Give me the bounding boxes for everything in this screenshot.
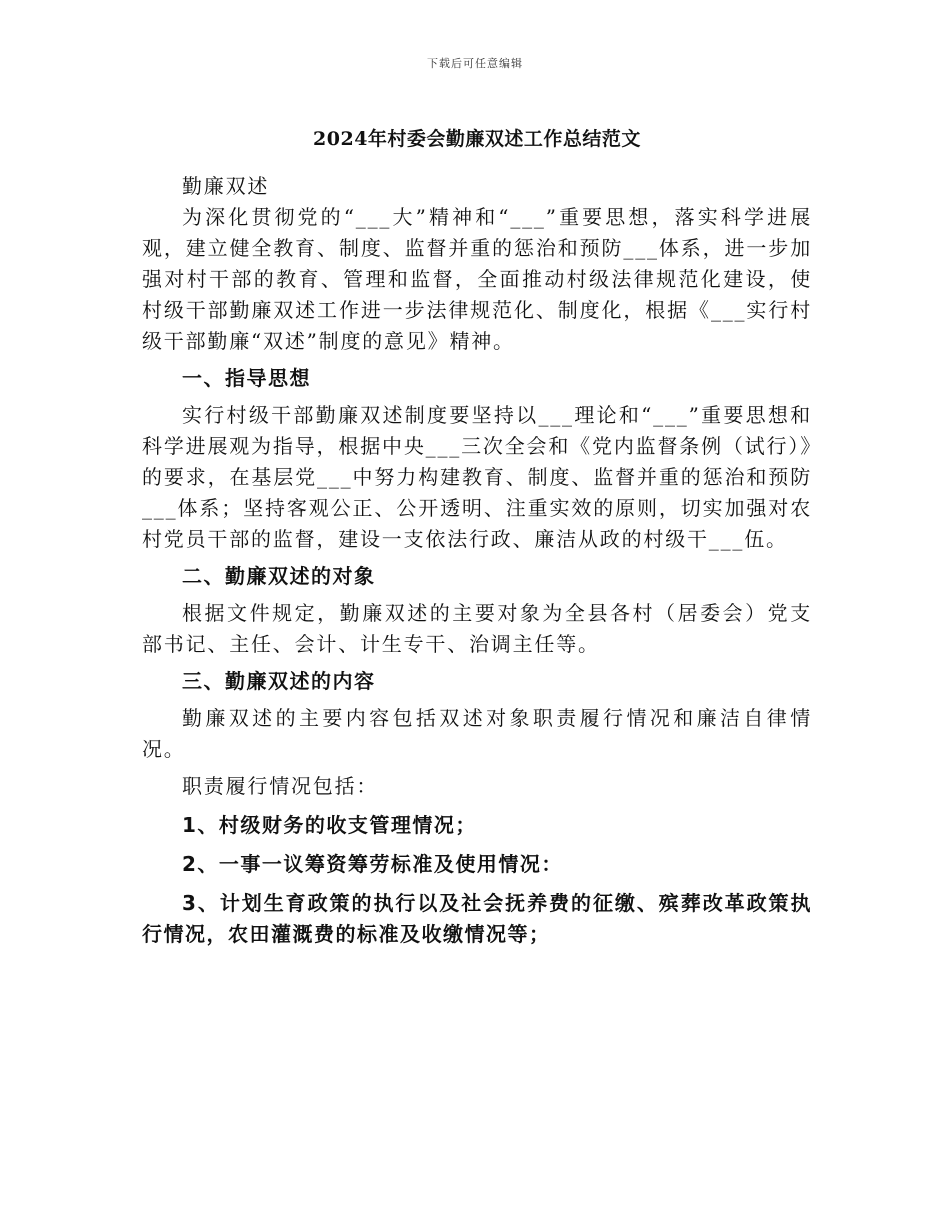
duties-intro: 职责履行情况包括： [182,774,379,798]
intro-paragraph: 为深化贯彻党的“___大”精神和“___”重要思想，落实科学进展观，建立健全教育、制度、监督并重的惩治和预防___体系，进一步加强对村干部的教育、管理和监督，全面推动村级法律规范化建设，使村级干部勤廉双述工作进一步法律规范化、制度化，根据《___实行村级干部勤廉“双述”制度的意见》精神。 [142,205,812,353]
section1-heading: 一、指导思想 [182,366,311,390]
intro-label: 勤廉双述 [182,174,270,198]
duty-item-2: 2、一事一议筹资筹劳标准及使用情况： [182,852,563,876]
section1-body: 实行村级干部勤廉双述制度要坚持以___理论和“___”重要思想和科学进展观为指导，根据中央___三次全会和《党内监督条例（试行）》的要求，在基层党___中努力构建教育、制度、监督并重的惩治和预防___体系；坚持客观公正、公开透明、注重实效的原则，切实加强对农村党员干部的监督，建设一支依法行政、廉洁从政的村级干___伍。 [142,403,812,551]
section2-heading: 二、勤廉双述的对象 [182,564,376,588]
section3-heading: 三、勤廉双述的内容 [182,669,376,693]
duty-item-3: 3、计划生育政策的执行以及社会抚养费的征缴、殡葬改革政策执行情况，农田灌溉费的标准及收缴情况等； [142,891,812,946]
duty-item-1: 1、村级财务的收支管理情况； [182,813,477,837]
header-note: 下载后可任意编辑 [427,57,523,70]
section3-body: 勤廉双述的主要内容包括双述对象职责履行情况和廉洁自律情况。 [142,706,812,761]
document-body [142,171,812,950]
page-title: 2024年村委会勤廉双述工作总结范文 [313,128,641,150]
section2-body: 根据文件规定，勤廉双述的主要对象为全县各村（居委会）党支部书记、主任、会计、计生专干、治调主任等。 [142,601,812,656]
